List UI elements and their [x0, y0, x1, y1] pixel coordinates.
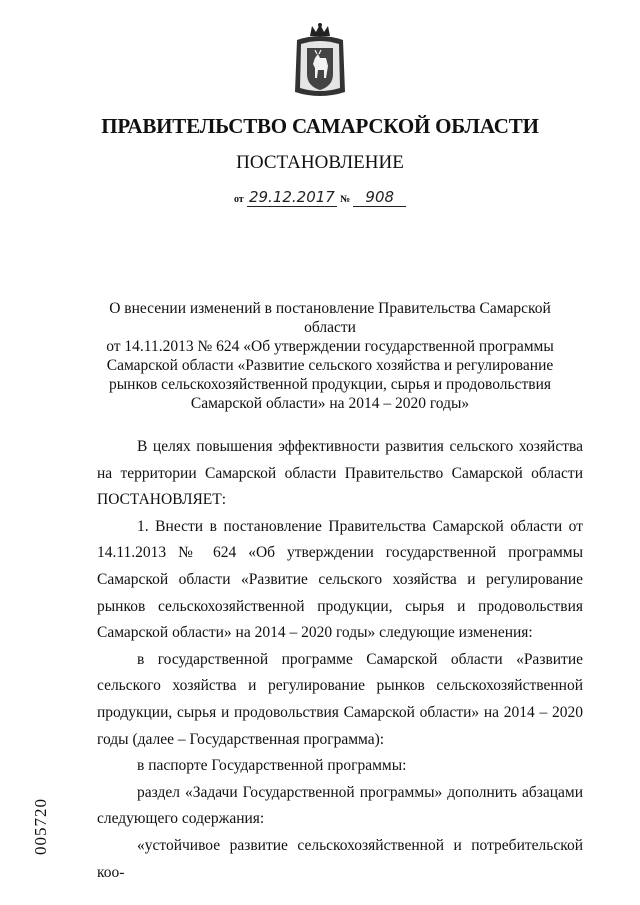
- document-body: [97, 434, 583, 886]
- body-paragraph: «устойчивое развитие сельскохозяйственной и потребительской коо-: [97, 836, 583, 881]
- number-prefix: №: [340, 194, 351, 205]
- subject-line: О внесении изменений в постановление Правительства Самарской области: [109, 300, 551, 336]
- date-value: 29.12.2017: [248, 188, 335, 206]
- date-prefix: от: [233, 194, 244, 205]
- subject-line: рынков сельскохозяйственной продукции, сырья и продовольствия: [109, 376, 551, 393]
- date-number-line: [0, 188, 640, 206]
- document-subject: [95, 299, 565, 413]
- government-title: ПРАВИТЕЛЬСТВО САМАРСКОЙ ОБЛАСТИ: [101, 114, 539, 138]
- body-paragraph: в паспорте Государственной программы:: [137, 757, 407, 775]
- number-value: 908: [353, 188, 406, 207]
- samara-coat-of-arms-icon: [293, 22, 347, 102]
- subject-line: от 14.11.2013 № 624 «Об утверждении государственной программы: [106, 338, 554, 355]
- side-registration-number: 005720: [31, 798, 50, 855]
- document-type: ПОСТАНОВЛЕНИЕ: [236, 152, 404, 173]
- subject-line: Самарской области» на 2014 – 2020 годы»: [190, 395, 470, 412]
- body-paragraph: в государственной программе Самарской области «Развитие сельского хозяйства и регулирование рынков сельскохозяйственной продукции, сырья и продовольствия Самарской области» на 2014 – 2020 годы (далее – Государственная программа):: [97, 650, 583, 748]
- body-paragraph: раздел «Задачи Государственной программы» дополнить абзацами следующего содержания:: [97, 783, 583, 828]
- body-paragraph: 1. Внести в постановление Правительства Самарской области от 14.11.2013 № 624 «Об утверждении государственной программы Самарской области «Развитие сельского хозяйства и регулирование рынков сельскохозяйственной продукции, сырья и продовольствия Самарской области» на 2014 – 2020 годы» следующие изменения:: [97, 517, 583, 642]
- subject-line: Самарской области «Развитие сельского хозяйства и регулирование: [106, 357, 554, 374]
- body-paragraph: В целях повышения эффективности развития сельского хозяйства на территории Самарской области Правительство Самарской области ПОСТАНОВЛЯЕТ:: [97, 438, 583, 509]
